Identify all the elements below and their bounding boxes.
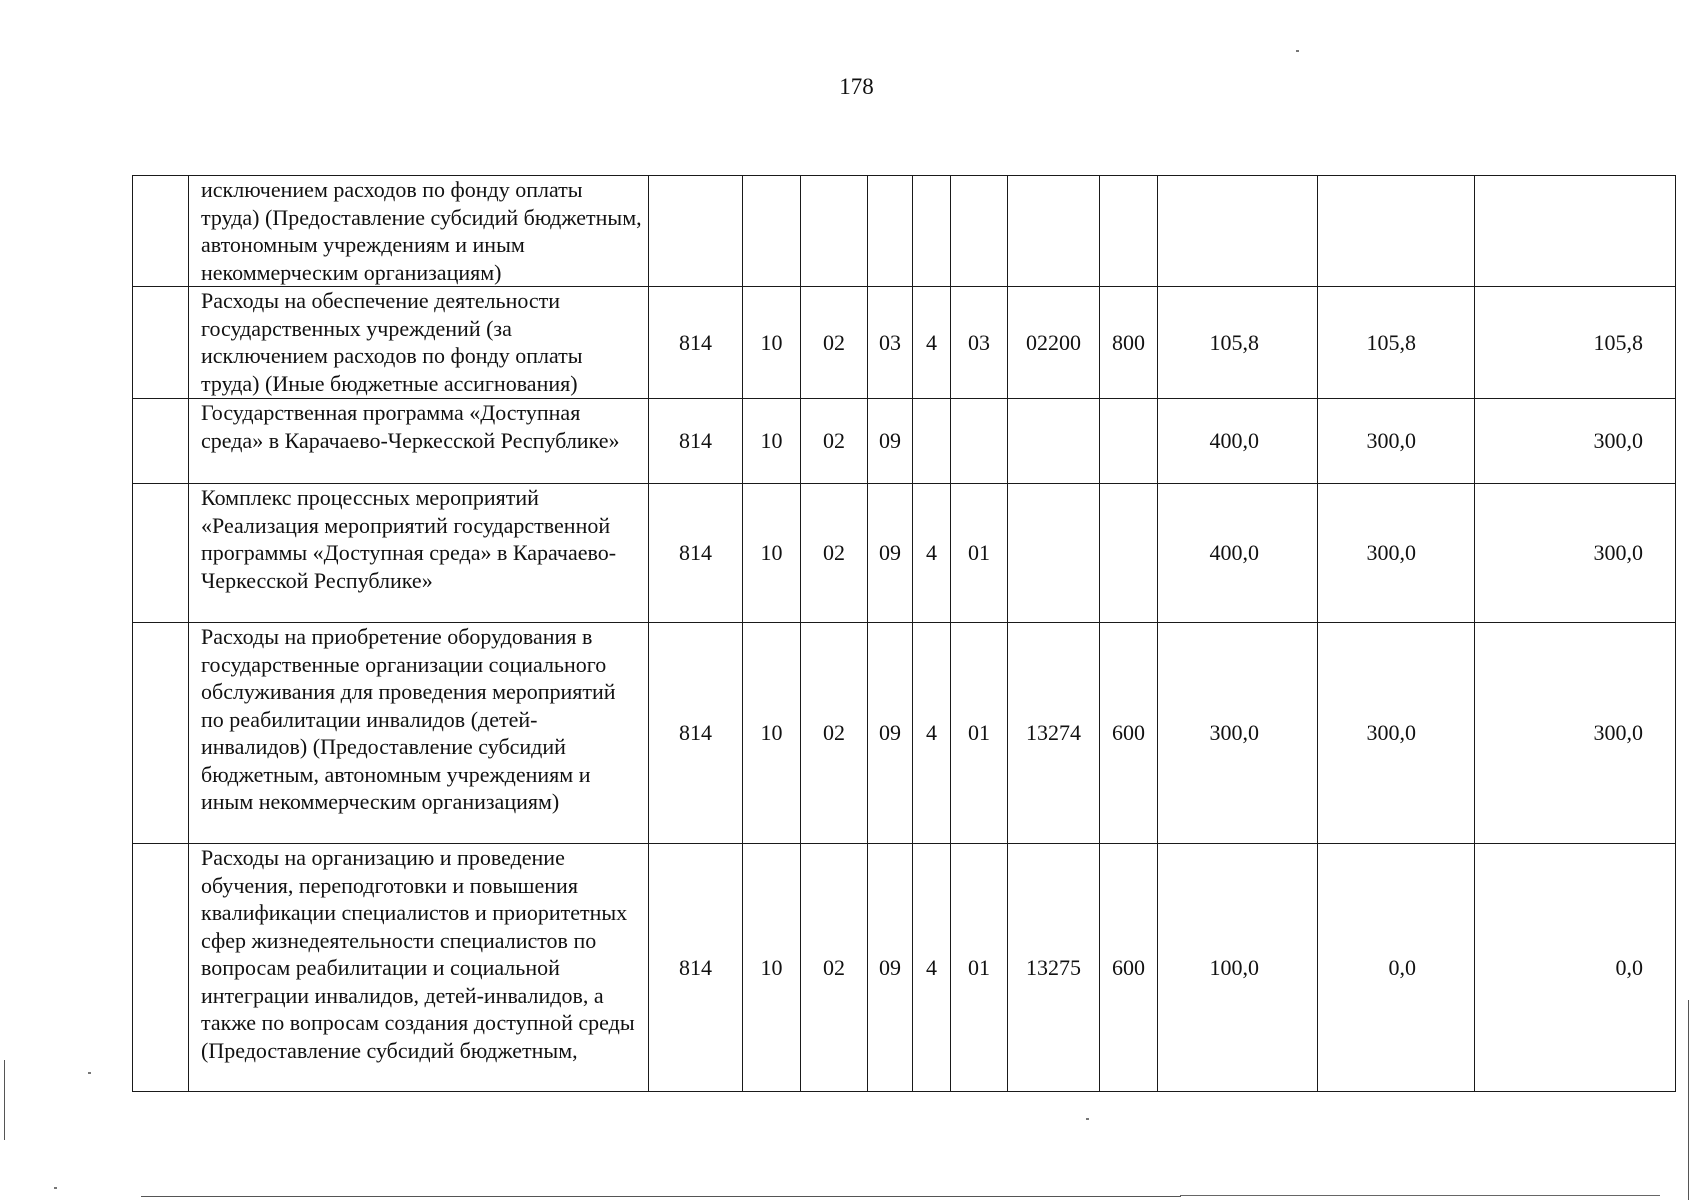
amount-1-cell: 400,0 xyxy=(1158,484,1318,623)
ministry-cell: 814 xyxy=(649,623,743,844)
expense-type-cell xyxy=(1100,399,1158,484)
description-cell: Государственная программа «Доступная среда» в Карачаево-Черкесской Республике» xyxy=(189,399,649,484)
subsection-cell: 02 xyxy=(801,399,868,484)
amount-1-cell: 300,0 xyxy=(1158,623,1318,844)
amount-1-cell: 100,0 xyxy=(1158,844,1318,1092)
row-number-cell xyxy=(133,484,189,623)
section-cell: 10 xyxy=(743,484,801,623)
section-cell: 10 xyxy=(743,623,801,844)
table-row xyxy=(133,484,1676,623)
direction-cell: 13274 xyxy=(1008,623,1100,844)
scan-speck xyxy=(88,1072,91,1074)
subsection-cell: 02 xyxy=(801,484,868,623)
subprogram-cell: 03 xyxy=(951,287,1008,399)
scan-speck xyxy=(1086,1118,1089,1120)
ministry-cell: 814 xyxy=(649,484,743,623)
direction-cell xyxy=(1008,176,1100,287)
program-type-cell xyxy=(913,176,951,287)
description-cell: Расходы на организацию и проведение обучения, переподготовки и повышения квалификации специалистов и приоритетных сфер жизнедеятельности специалистов по вопросам реабилитации и социальной интеграции инвалидов, детей-инвалидов, а также по вопросам создания доступной среды (Предоставление субсидий бюджетным, xyxy=(189,844,649,1092)
amount-1-cell: 400,0 xyxy=(1158,399,1318,484)
scan-speck xyxy=(54,1187,57,1189)
bottom-rule xyxy=(141,1196,1181,1197)
program-cell: 09 xyxy=(868,399,913,484)
direction-cell xyxy=(1008,399,1100,484)
ministry-cell: 814 xyxy=(649,287,743,399)
table-row xyxy=(133,844,1676,1092)
section-cell: 10 xyxy=(743,399,801,484)
subsection-cell: 02 xyxy=(801,287,868,399)
program-cell: 09 xyxy=(868,844,913,1092)
row-number-cell xyxy=(133,844,189,1092)
scan-edge-mark xyxy=(1688,1000,1689,1200)
table-body xyxy=(133,176,1676,1092)
amount-3-cell: 300,0 xyxy=(1475,484,1676,623)
program-type-cell xyxy=(913,399,951,484)
row-number-cell xyxy=(133,399,189,484)
amount-3-cell xyxy=(1475,176,1676,287)
subprogram-cell xyxy=(951,176,1008,287)
program-type-cell: 4 xyxy=(913,484,951,623)
amount-3-cell: 0,0 xyxy=(1475,844,1676,1092)
amount-3-cell: 105,8 xyxy=(1475,287,1676,399)
program-type-cell: 4 xyxy=(913,844,951,1092)
subsection-cell: 02 xyxy=(801,623,868,844)
subprogram-cell: 01 xyxy=(951,844,1008,1092)
page-number: 178 xyxy=(839,74,874,99)
row-number-cell xyxy=(133,287,189,399)
description-cell: Расходы на приобретение оборудования в государственные организации социального обслуживания для проведения мероприятий по реабилитации инвалидов (детей-инвалидов) (Предоставление субсидий бюджетным, автономным учреждениям и иным некоммерческим организациям) xyxy=(189,623,649,844)
description-cell: исключением расходов по фонду оплаты труда) (Предоставление субсидий бюджетным, автономным учреждениям и иным некоммерческим организациям) xyxy=(189,176,649,287)
program-type-cell: 4 xyxy=(913,287,951,399)
table-row xyxy=(133,399,1676,484)
amount-2-cell: 300,0 xyxy=(1318,623,1475,844)
subprogram-cell: 01 xyxy=(951,623,1008,844)
amount-3-cell: 300,0 xyxy=(1475,399,1676,484)
row-number-cell xyxy=(133,623,189,844)
expense-type-cell: 600 xyxy=(1100,844,1158,1092)
program-cell: 09 xyxy=(868,484,913,623)
program-cell xyxy=(868,176,913,287)
program-cell: 03 xyxy=(868,287,913,399)
direction-cell: 13275 xyxy=(1008,844,1100,1092)
table-row xyxy=(133,287,1676,399)
expense-type-cell xyxy=(1100,484,1158,623)
subprogram-cell: 01 xyxy=(951,484,1008,623)
amount-1-cell: 105,8 xyxy=(1158,287,1318,399)
ministry-cell xyxy=(649,176,743,287)
amount-2-cell xyxy=(1318,176,1475,287)
scan-margin-mark xyxy=(4,1060,5,1140)
amount-2-cell: 105,8 xyxy=(1318,287,1475,399)
section-cell: 10 xyxy=(743,287,801,399)
amount-2-cell: 300,0 xyxy=(1318,399,1475,484)
subsection-cell xyxy=(801,176,868,287)
ministry-cell: 814 xyxy=(649,844,743,1092)
direction-cell xyxy=(1008,484,1100,623)
budget-table xyxy=(132,175,1676,1092)
ministry-cell: 814 xyxy=(649,399,743,484)
bottom-rule-right xyxy=(1180,1195,1660,1196)
subprogram-cell xyxy=(951,399,1008,484)
expense-type-cell: 600 xyxy=(1100,623,1158,844)
table-row xyxy=(133,623,1676,844)
description-cell: Комплекс процессных мероприятий «Реализация мероприятий государственной программы «Доступная среда» в Карачаево-Черкесской Республике» xyxy=(189,484,649,623)
amount-2-cell: 0,0 xyxy=(1318,844,1475,1092)
amount-1-cell xyxy=(1158,176,1318,287)
subsection-cell: 02 xyxy=(801,844,868,1092)
section-cell xyxy=(743,176,801,287)
table-row xyxy=(133,176,1676,287)
program-cell: 09 xyxy=(868,623,913,844)
expense-type-cell xyxy=(1100,176,1158,287)
amount-2-cell: 300,0 xyxy=(1318,484,1475,623)
section-cell: 10 xyxy=(743,844,801,1092)
description-cell: Расходы на обеспечение деятельности государственных учреждений (за исключением расходов по фонду оплаты труда) (Иные бюджетные ассигнования) xyxy=(189,287,649,399)
direction-cell: 02200 xyxy=(1008,287,1100,399)
program-type-cell: 4 xyxy=(913,623,951,844)
amount-3-cell: 300,0 xyxy=(1475,623,1676,844)
scan-speck xyxy=(1296,50,1299,52)
expense-type-cell: 800 xyxy=(1100,287,1158,399)
row-number-cell xyxy=(133,176,189,287)
